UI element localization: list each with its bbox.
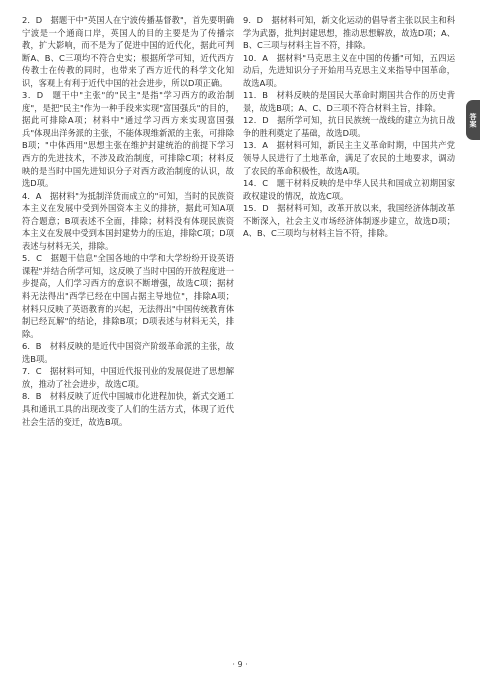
right-column bbox=[243, 14, 455, 240]
answer-paragraph: 12．D 据所学可知，抗日民族统一战线的建立为抗日战争的胜利奠定了基础，故选D项。 bbox=[243, 115, 455, 138]
answer-paragraph: 13．A 据材料可知，新民主主义革命时期，中国共产党领导人民进行了土地革命，满足了农民的土地要求，调动了农民的革命积极性，故选A项。 bbox=[243, 140, 455, 176]
answer-paragraph: 11．B 材料反映的是国民大革命时期国共合作的历史背景，故选B项；A、C、D三项不符合材料主旨，排除。 bbox=[243, 90, 455, 113]
answer-paragraph: 2．D 据题干中"英国人在宁波传播基督教"，首先要明确宁波是一个通商口岸，英国人的目的主要是为了传播宗教，扩大影响，而不是为了促进中国的近代化，据此可判断A、B、C三项均不符合史实；根据所学可知，近代西方传教士在传教的同时，也带来了西方近代的科学文化知识，客观上有利于近代中国的社会进步，所以D项正确。 bbox=[22, 15, 234, 88]
page-number: · 9 · bbox=[232, 660, 248, 669]
answer-paragraph: 10．A 据材料"马克思主义在中国的传播"可知，五四运动后，先进知识分子开始用马克思主义来指导中国革命，故选A项。 bbox=[243, 52, 455, 88]
answer-paragraph: 15．D 据材料可知，改革开放以来，我国经济体制改革不断深入，社会主义市场经济体制逐步建立，故选D项；A、B、C三项均与材料主旨不符，排除。 bbox=[243, 203, 455, 239]
answer-paragraph: 7．C 据材料可知，中国近代报刊业的发展促进了思想解放，推动了社会进步，故选C项。 bbox=[22, 366, 234, 389]
answer-paragraph: 3．D 题干中"主张"的"民主"是指"学习西方的政治制度"，是把"民主"作为一种手段来实现"富国强兵"的目的，据此可排除A项；材料中"通过学习西方来实现富国强兵"体现出洋务派的主张，不能体现维新派的主张，可排除B项；"中体西用"思想主张在维护封建统治的前提下学习西方的先进技术，不涉及政治制度，可排除C项；材料反映的是当时中国先进知识分子对西方政治制度的认识，故选D项。 bbox=[22, 90, 234, 189]
answer-paragraph: 14．C 题干材料反映的是中华人民共和国成立初期国家政权建设的情况，故选C项。 bbox=[243, 178, 455, 201]
answer-paragraph: 8．B 材料反映了近代中国城市化进程加快，新式交通工具和通讯工具的出现改变了人们的生活方式，体现了近代社会生活的变迁，故选B项。 bbox=[22, 391, 234, 427]
answer-paragraph: 4．A 据材料"为抵制洋货而成立的"可知，当时的民族资本主义在发展中受到外国资本主义的排挤，据此可知A项符合题意；B项表述不全面，排除；材料没有体现民族资本主义在发展中受到本国封建势力的压迫，排除C项；D项表述与材料无关，排除。 bbox=[22, 190, 234, 251]
section-tab-label: 答案 bbox=[469, 112, 477, 128]
section-tab bbox=[466, 100, 480, 140]
answer-paragraph: 9．D 据材料可知，新文化运动的倡导者主张以民主和科学为武器，批判封建思想，推动思想解放，故选D项；A、B、C三项与材料主旨不符，排除。 bbox=[243, 15, 455, 51]
left-column bbox=[22, 14, 234, 428]
answer-paragraph: 5．C 据题干信息"全国各地的中学和大学纷纷开设英语课程"并结合所学可知，这反映了当时中国的开放程度进一步提高，人们学习西方的意识不断增强，故选C项；据材料无法得出"西学已经在中国占据主导地位"，排除A项；材料只反映了英语教育的兴起，无法得出"中国传统教育体制已经瓦解"的结论，排除B项；D项表述与材料无关，排除。 bbox=[22, 253, 234, 339]
answer-paragraph: 6．B 材料反映的是近代中国资产阶级革命派的主张，故选B项。 bbox=[22, 341, 234, 364]
